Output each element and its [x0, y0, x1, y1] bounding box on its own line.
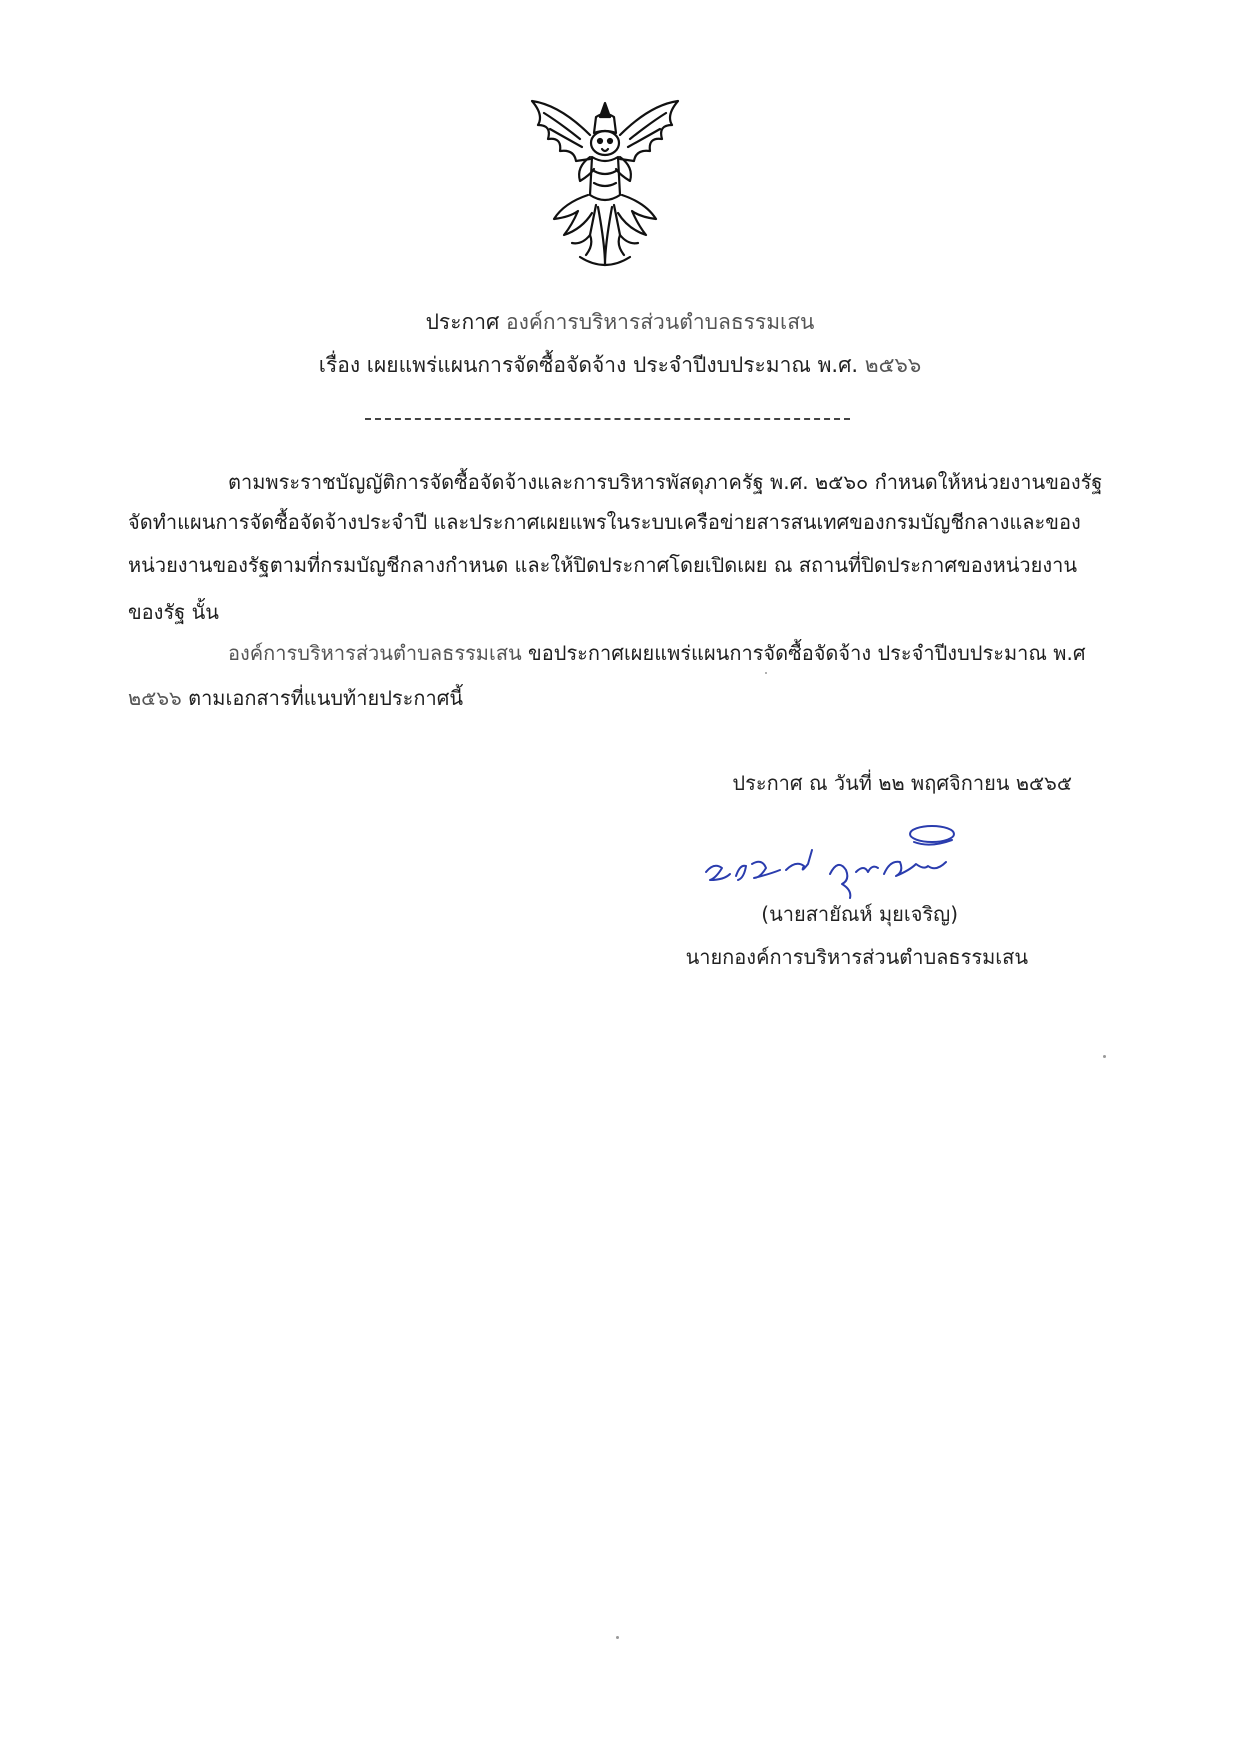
paragraph-1-line-2: จัดทำแผนการจัดซื้อจัดจ้างประจำปี และประกาศเผยแพรในระบบเครือข่ายสารสนเทศของกรมบัญชีกลางและของ [128, 510, 1081, 534]
subject-text: เรื่อง เผยแพร่แผนการจัดซื้อจัดจ้าง ประจำปีงบประมาณ พ.ศ. [318, 353, 859, 377]
paragraph-2-line-1 [228, 638, 1086, 668]
paragraph-2-year: ๒๕๖๖ [128, 686, 182, 710]
paragraph-1-line-4: ของรัฐ นั้น [128, 600, 219, 624]
garuda-emblem-icon [520, 95, 690, 275]
dashed-separator [365, 418, 850, 420]
scan-speck [616, 1636, 619, 1639]
paragraph-2-line-2 [128, 683, 463, 713]
paragraph-1-line-1: ตามพระราชบัญญัติการจัดซื้อจัดจ้างและการบริหารพัสดุภาครัฐ พ.ศ. ๒๕๖๐ กำหนดให้หน่วยงานของรัฐ [228, 470, 1103, 494]
announcement-subject [0, 350, 1240, 380]
announcement-title [0, 307, 1240, 337]
paragraph-2-text: ขอประกาศเผยแพร่แผนการจัดซื้อจัดจ้าง ประจำปีงบประมาณ พ.ศ [521, 641, 1086, 665]
title-prefix: ประกาศ [425, 310, 500, 334]
title-org-name: องค์การบริหารส่วนตำบลธรรมเสน [506, 310, 815, 334]
signatory-name: (นายสายัณห์ มุยเจริญ) [761, 902, 958, 926]
signatory-position: นายกองค์การบริหารส่วนตำบลธรรมเสน [685, 945, 1028, 969]
scan-speck [765, 672, 767, 674]
handwritten-signature [700, 820, 970, 900]
paragraph-2-line-2-text: ตามเอกสารที่แนบท้ายประกาศนี้ [181, 686, 464, 710]
announcement-date: ประกาศ ณ วันที่ ๒๒ พฤศจิกายน ๒๕๖๕ [732, 771, 1072, 795]
paragraph-1-line-3: หน่วยงานของรัฐตามที่กรมบัญชีกลางกำหนด และให้ปิดประกาศโดยเปิดเผย ณ สถานที่ปิดประกาศของหน่วยงาน [128, 553, 1078, 577]
subject-year: ๒๕๖๖ [864, 353, 922, 377]
scan-speck [1103, 1055, 1106, 1058]
paragraph-2-org: องค์การบริหารส่วนตำบลธรรมเสน [228, 641, 522, 665]
